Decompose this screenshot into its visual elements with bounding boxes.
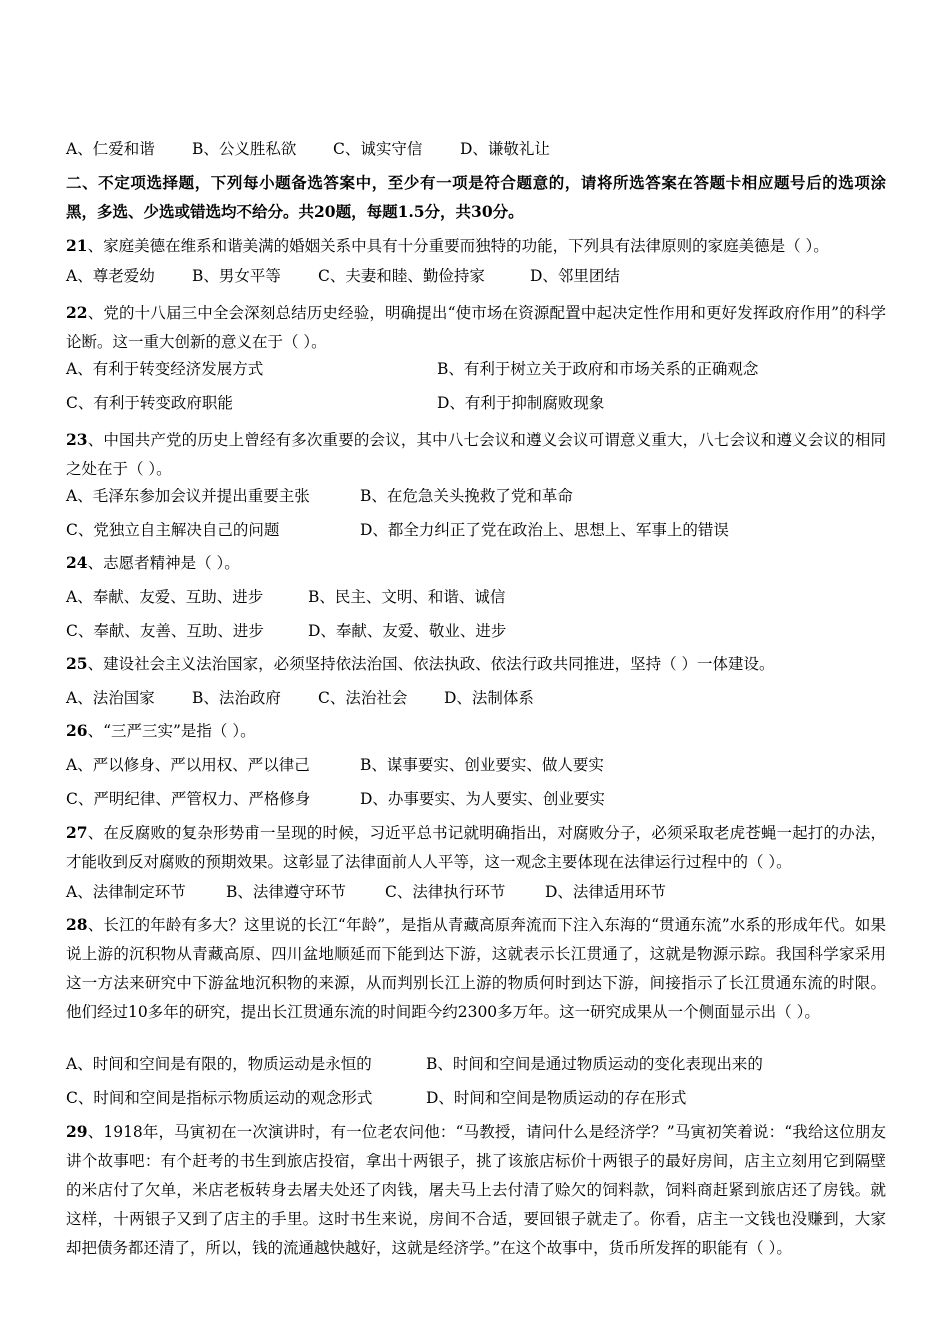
question-stem: 、1918年，马寅初在一次演讲时，有一位老农问他：“马教授，请问什么是经济学？”马寅初笑着说：“我给这位朋友讲个故事吧：有个赶考的书生到旅店投宿，拿出十两银子，挑了该旅店标价十两银子的最好房间，店主立刻用它到隔壁的米店付了欠单，米店老板转身去屠夫处还了肉钱，屠夫马上去付清了赊欠的饲料款，饲料商赶紧到旅店还了房钱。就这样，十两银子又到了店主的手里。这时书生来说，房间不合适，要回银子就走了。你看，店主一文钱也没赚到，大家却把债务都还清了，所以，钱的流通越快越好，这就是经济学。”在这个故事中，货币所发挥的职能有（ ）。	[66, 1123, 886, 1257]
question-stem: 、党的十八届三中全会深刻总结历史经验，明确提出“使市场在资源配置中起决定性作用和更好发挥政府作用”的科学论断。这一重大创新的意义在于（ ）。	[66, 304, 886, 351]
q27-option-c: C、法律执行环节	[385, 883, 506, 901]
q21-option-b: B、男女平等	[192, 267, 281, 285]
q23-option-a: A、毛泽东参加会议并提出重要主张	[66, 487, 310, 505]
q28-option-d: D、时间和空间是物质运动的存在形式	[426, 1089, 687, 1107]
q20-option-a: A、仁爱和谐	[66, 140, 155, 158]
q25-option-c: C、法治社会	[318, 689, 408, 707]
question-stem: 、在反腐败的复杂形势甫一呈现的时候，习近平总书记就明确指出，对腐败分子，必须采取老虎苍蝇一起打的办法，才能收到反对腐败的预期效果。这彰显了法律面前人人平等，这一观念主要体现在法律运行过程中的（ ）。	[66, 824, 886, 871]
q24-option-d: D、奉献、友爱、敬业、进步	[308, 622, 507, 640]
question-28	[66, 910, 886, 1027]
q22-option-b: B、有利于树立关于政府和市场关系的正确观念	[437, 360, 759, 378]
q26-option-b: B、谋事要实、创业要实、做人要实	[360, 756, 604, 774]
question-number: 26	[66, 721, 88, 740]
question-21	[66, 231, 886, 261]
q25-option-d: D、法制体系	[444, 689, 534, 707]
q25-option-b: B、法治政府	[192, 689, 281, 707]
q26-option-d: D、办事要实、为人要实、创业要实	[360, 790, 605, 808]
q22-option-c: C、有利于转变政府职能	[66, 394, 233, 412]
question-number: 28	[66, 915, 88, 934]
q22-option-a: A、有利于转变经济发展方式	[66, 360, 264, 378]
question-number: 23	[66, 430, 88, 449]
q25-option-a: A、法治国家	[66, 689, 155, 707]
question-23	[66, 425, 886, 484]
q26-option-c: C、严明纪律、严管权力、严格修身	[66, 790, 311, 808]
question-number: 21	[66, 236, 88, 255]
q26-option-a: A、严以修身、严以用权、严以律己	[66, 756, 310, 774]
question-22	[66, 298, 886, 357]
q24-option-c: C、奉献、友善、互助、进步	[66, 622, 264, 640]
question-25	[66, 654, 775, 674]
question-26	[66, 721, 256, 741]
question-stem: 、“三严三实”是指（ ）。	[87, 722, 256, 740]
question-number: 24	[66, 553, 88, 572]
question-number: 29	[66, 1122, 88, 1141]
question-number: 27	[66, 823, 88, 842]
q21-option-d: D、邻里团结	[530, 267, 620, 285]
question-stem: 、中国共产党的历史上曾经有多次重要的会议，其中八七会议和遵义会议可谓意义重大，八七会议和遵义会议的相同之处在于（ ）。	[66, 431, 886, 478]
q23-option-d: D、都全力纠正了党在政治上、思想上、军事上的错误	[360, 521, 729, 539]
question-number: 22	[66, 303, 88, 322]
question-29	[66, 1117, 886, 1263]
q27-option-a: A、法律制定环节	[66, 883, 186, 901]
section-2-heading: 二、不定项选择题，下列每小题备选答案中，至少有一项是符合题意的，请将所选答案在答题卡相应题号后的选项涂黑，多选、少选或错选均不给分。共20题，每题1.5分，共30分。	[66, 173, 886, 221]
question-stem: 、长江的年龄有多大？这里说的长江“年龄”，是指从青藏高原奔流而下注入东海的“贯通东流”水系的形成年代。如果说上游的沉积物从青藏高原、四川盆地顺延而下能到达下游，这就表示长江贯通了，这就是物源示踪。我国科学家采用这一方法来研究中下游盆地沉积物的来源，从而判别长江上游的物质何时到达下游，间接指示了长江贯通东流的时限。他们经过10多年的研究，提出长江贯通东流的时间距今约2300多万年。这一研究成果从一个侧面显示出（ ）。	[66, 916, 886, 1021]
q20-option-c: C、诚实守信	[333, 140, 423, 158]
question-stem: 、志愿者精神是（ ）。	[87, 554, 240, 572]
q24-option-a: A、奉献、友爱、互助、进步	[66, 588, 264, 606]
q21-option-c: C、夫妻和睦、勤俭持家	[318, 267, 485, 285]
q21-option-a: A、尊老爱幼	[66, 267, 155, 285]
q24-option-b: B、民主、文明、和谐、诚信	[308, 588, 506, 606]
q23-option-b: B、在危急关头挽救了党和革命	[360, 487, 573, 505]
q28-option-a: A、时间和空间是有限的，物质运动是永恒的	[66, 1055, 372, 1073]
q20-option-d: D、谦敬礼让	[460, 140, 550, 158]
question-27	[66, 818, 886, 877]
q22-option-d: D、有利于抑制腐败现象	[437, 394, 605, 412]
q28-option-c: C、时间和空间是指标示物质运动的观念形式	[66, 1089, 373, 1107]
question-number: 25	[66, 654, 88, 673]
q23-option-c: C、党独立自主解决自己的问题	[66, 521, 280, 539]
q28-option-b: B、时间和空间是通过物质运动的变化表现出来的	[426, 1055, 763, 1073]
q27-option-d: D、法律适用环节	[545, 883, 666, 901]
q20-option-b: B、公义胜私欲	[192, 140, 297, 158]
question-24	[66, 553, 240, 573]
q27-option-b: B、法律遵守环节	[226, 883, 346, 901]
question-stem: 、家庭美德在维系和谐美满的婚姻关系中具有十分重要而独特的功能，下列具有法律原则的家庭美德是（ ）。	[87, 237, 829, 255]
question-stem: 、建设社会主义法治国家，必须坚持依法治国、依法执政、依法行政共同推进，坚持（ ）一体建设。	[87, 655, 775, 673]
